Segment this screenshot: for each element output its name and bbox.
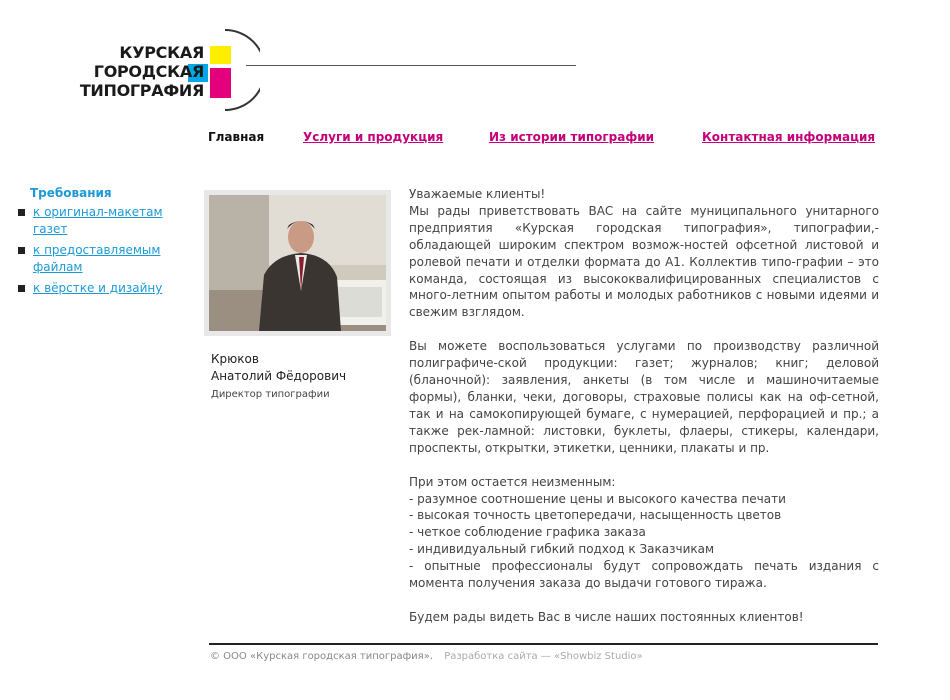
site-logo[interactable] [70,28,580,113]
footer-divider [209,643,878,645]
logo-magenta-square [210,68,231,98]
logo-line-3: ТИПОГРАФИЯ [79,81,204,100]
footer-developer-link[interactable]: Разработка сайта — «Showbiz Studio» [444,651,643,662]
sidebar-title: Требования [30,186,112,200]
article-list-intro: При этом остается неизменным: [409,474,616,489]
footer-copyright: © ООО «Курская городская типография». [210,651,433,662]
square-bullet-icon [18,209,25,216]
square-bullet-icon [18,247,25,254]
main-article [409,186,879,626]
nav-services-link[interactable]: Услуги и продукция [303,130,444,144]
logo-line-1: КУРСКАЯ [119,43,204,62]
article-list-item: - четкое соблюдение графика заказа [409,525,646,540]
article-paragraph-2: Вы можете воспользоваться услугами по производству различной полиграфиче-ской продукции: газет; журналов; книг; деловой (бланочной): заявления, анкеты (в том числе и машиночитаемые формы), бланки, чеки, договоры, страховые полисы как на оф-сетной, так и на самокопирующей бумаге, с нумерацией, перфорацией и пр.; а также рек-ламной: листовки, буклеты, флаеры, стикеры, календари, проспекты, открытки, этикетки, ценники, плакаты и пр. [409,339,879,455]
article-list-item: - опытные профессионалы будут сопровождать печать издания с момента получения заказа до выдачи готового тиража. [409,559,879,591]
article-paragraph-1: Мы рады приветствовать ВАС на сайте муниципального унитарного предприятия «Курская городская типография», типографии,- обладающей широким спектром возмож-ностей офсетной листовой и ролевой печати и отделки формата до А1. Коллектив типо-графии – это команда, состоящая из высококвалифицированных специалистов с много-летним опытом работы и молодых работников с новыми идеями и свежим взглядом. [409,203,879,320]
footer [210,651,643,662]
director-surname: Крюков [211,352,259,366]
sidebar-link-design[interactable]: к вёрстке и дизайну [33,281,163,295]
logo-yellow-square [210,46,231,64]
article-closing: Будем рады видеть Вас в числе наших постоянных клиентов! [409,609,804,624]
director-name [211,351,346,385]
logo-text [70,43,204,100]
nav-contacts-link[interactable]: Контактная информация [702,130,876,144]
sidebar-link-layouts[interactable]: к оригинал-макетам газет [33,205,163,236]
sidebar-link-files[interactable]: к предоставляемым файлам [33,243,161,274]
sidebar-item-files [17,242,187,276]
sidebar-list [17,204,187,301]
sidebar-item-layouts [17,204,187,238]
article-greeting: Уважаемые клиенты! [409,187,546,201]
square-bullet-icon [18,285,25,292]
article-list-item: - разумное соотношение цены и высокого качества печати [409,491,786,506]
director-photo [209,195,386,331]
director-photo-image [209,195,386,331]
logo-line-2: ГОРОДСКАЯ [93,62,204,81]
article-list-item: - высокая точность цветопередачи, насыщенность цветов [409,508,782,523]
nav-history-link[interactable]: Из истории типографии [489,130,655,144]
director-role: Директор типографии [211,389,330,400]
sidebar-item-design [17,280,187,297]
logo-rule [246,65,576,66]
article-list-item: - индивидуальный гибкий подход к Заказчикам [409,542,715,557]
nav-home-current: Главная [208,130,265,144]
director-given-name: Анатолий Фёдорович [211,369,347,383]
director-photo-frame [204,190,391,336]
